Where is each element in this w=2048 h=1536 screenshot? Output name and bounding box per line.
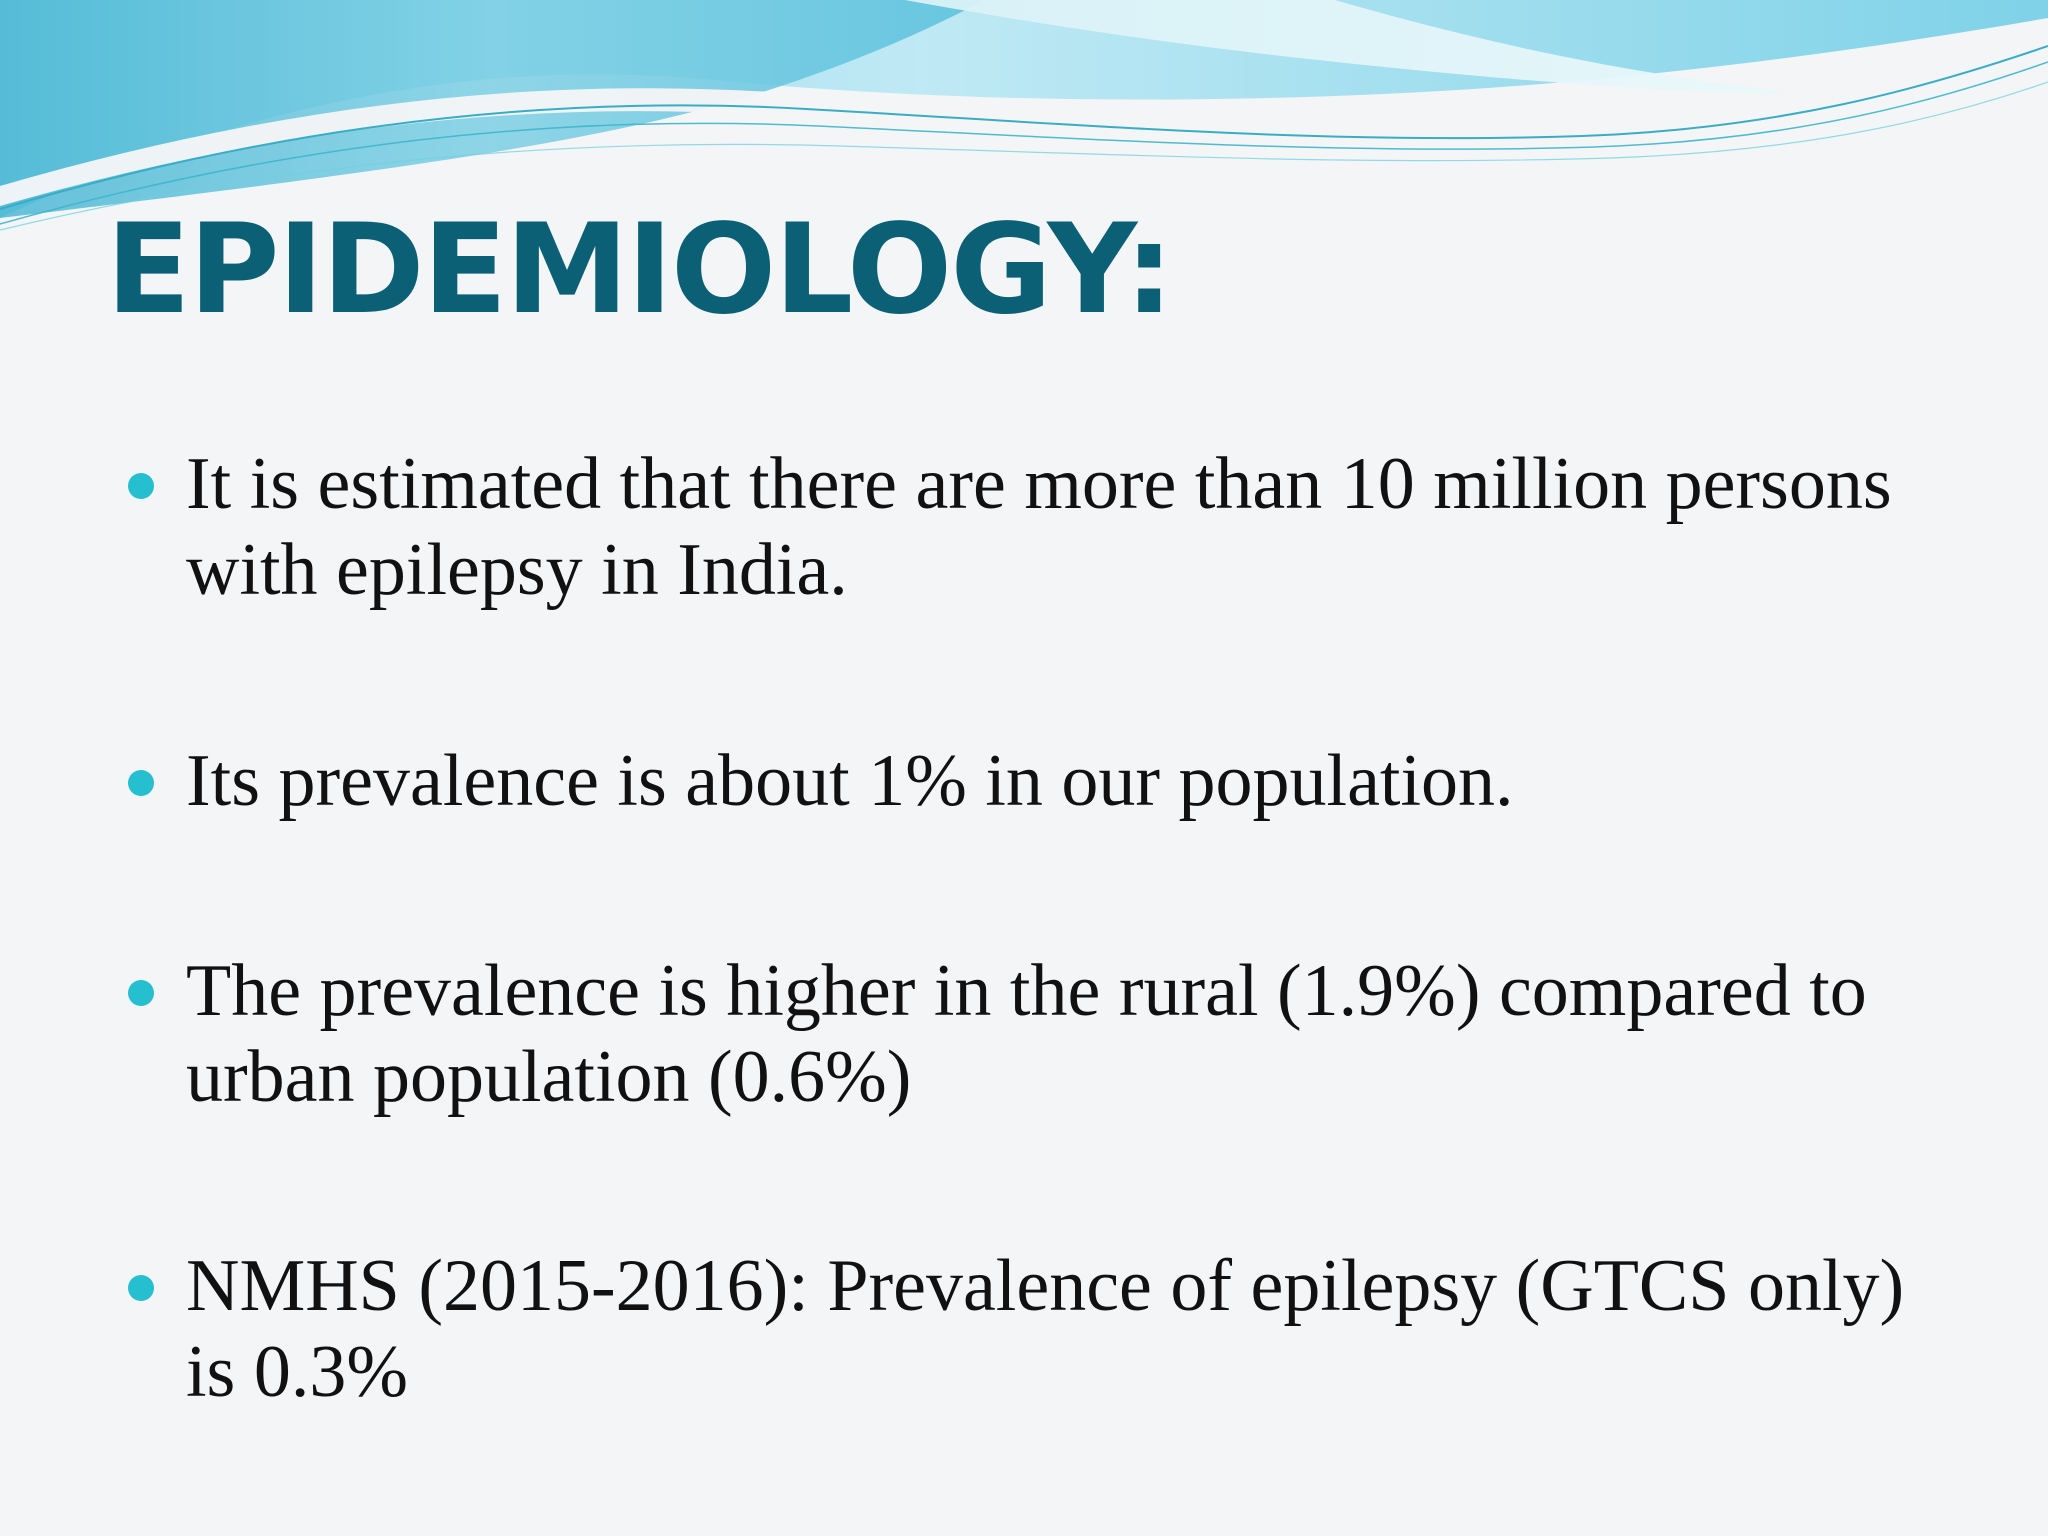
bullet-text: Its prevalence is about 1% in our population.: [186, 740, 1514, 822]
circle-bullet-icon: [128, 770, 154, 796]
bullet-item-4: [128, 1243, 1928, 1415]
circle-bullet-icon: [128, 473, 154, 499]
circle-bullet-icon: [128, 980, 154, 1006]
circle-bullet-icon: [128, 1275, 154, 1301]
slide-title: EPIDEMIOLOGY:: [106, 198, 1172, 342]
bullet-item-2: [128, 738, 1928, 824]
bullet-text: NMHS (2015-2016): Prevalence of epilepsy (GTCS only) is 0.3%: [186, 1245, 1905, 1413]
bullet-item-3: [128, 948, 1928, 1120]
bullet-text: It is estimated that there are more than 10 million persons with epilepsy in India.: [186, 443, 1892, 611]
bullet-text: The prevalence is higher in the rural (1.9%) compared to urban population (0.6%): [186, 950, 1867, 1118]
bullet-item-1: [128, 441, 1928, 613]
